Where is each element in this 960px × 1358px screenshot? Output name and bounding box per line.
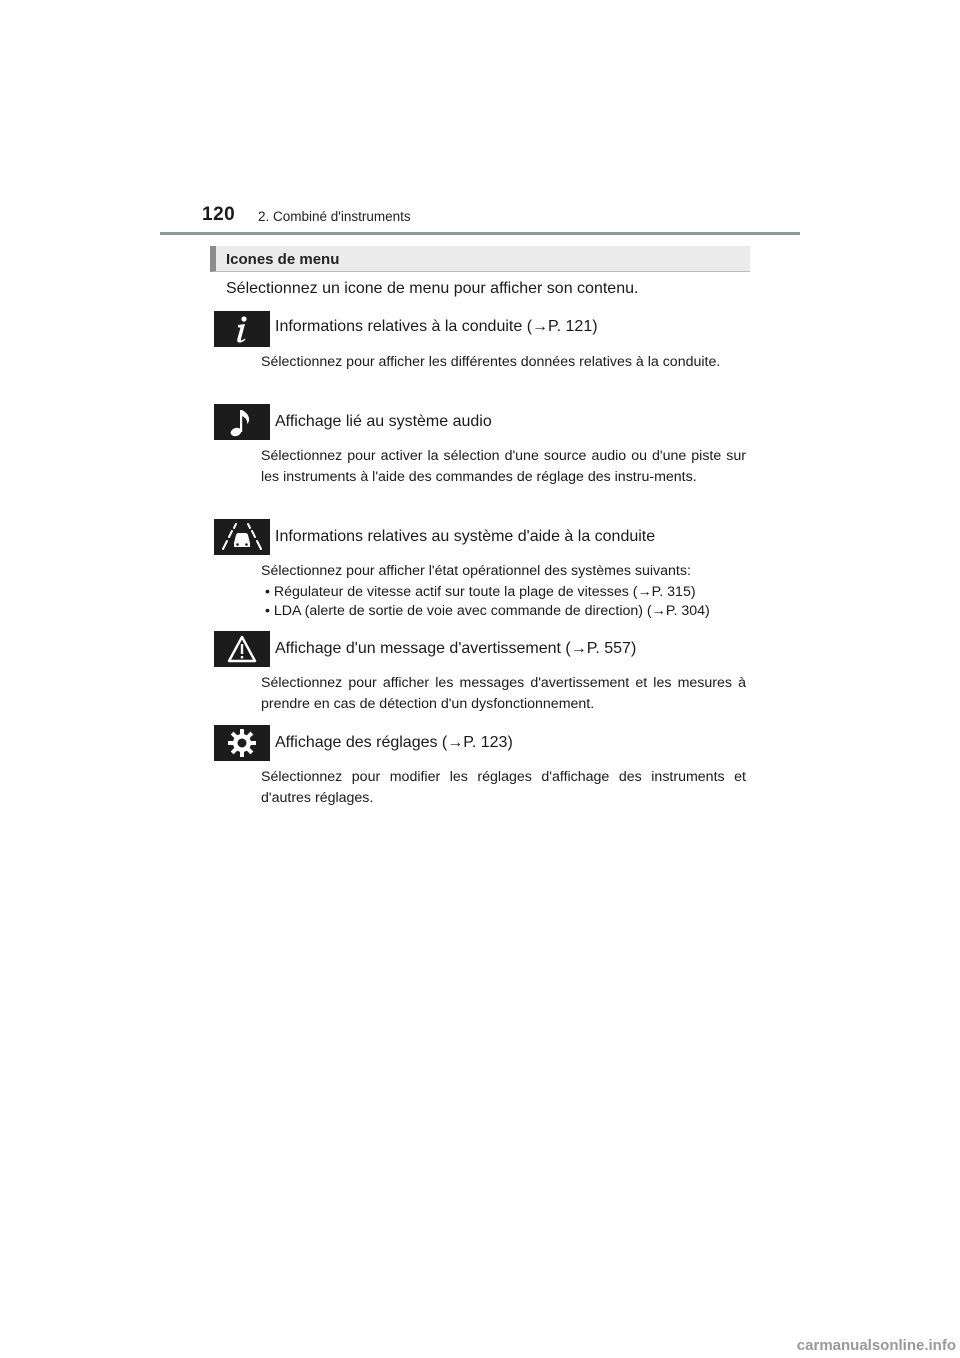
list-item: • LDA (alerte de sortie de voie avec commande de direction) (→P. 304) [265, 603, 710, 619]
item-desc-driving-info: Sélectionnez pour afficher les différentes données relatives à la conduite. [261, 354, 721, 370]
driver-assist-bullets [265, 583, 710, 621]
settings-gear-icon [214, 725, 270, 761]
item-title-warning: Affichage d'un message d'avertissement (→P. 557) [275, 640, 637, 657]
info-icon [214, 311, 270, 347]
section-title: Icones de menu [226, 251, 340, 268]
item-desc-audio: Sélectionnez pour activer la sélection d'une source audio ou d'une piste sur les instruments à l'aide des commandes de réglage des instru-ments. [261, 448, 746, 485]
page-number: 120 [202, 204, 236, 225]
driving-assist-icon [214, 519, 270, 555]
header-rule [160, 232, 800, 235]
item-desc-driver-assist: Sélectionnez pour afficher l'état opérationnel des systèmes suivants: [261, 563, 691, 579]
item-title-driving-info: Informations relatives à la conduite (→P. 121) [275, 318, 598, 335]
section-intro: Sélectionnez un icone de menu pour afficher son contenu. [226, 280, 639, 297]
list-item: • Régulateur de vitesse actif sur toute la plage de vitesses (→P. 315) [265, 584, 696, 600]
watermark: carmanualsonline.info [796, 1337, 956, 1354]
item-title-audio: Affichage lié au système audio [275, 413, 492, 430]
item-desc-warning: Sélectionnez pour afficher les messages d'avertissement et les mesures à prendre en cas de détection d'un dysfonctionnement. [261, 675, 746, 712]
section-heading [210, 246, 750, 272]
item-title-driver-assist: Informations relatives au système d'aide à la conduite [275, 528, 656, 545]
item-title-settings: Affichage des réglages (→P. 123) [275, 734, 513, 751]
chapter-title: 2. Combiné d'instruments [258, 209, 411, 224]
item-desc-settings: Sélectionnez pour modifier les réglages d'affichage des instruments et d'autres réglages. [261, 769, 746, 806]
warning-icon [214, 631, 270, 667]
music-note-icon [214, 404, 270, 440]
